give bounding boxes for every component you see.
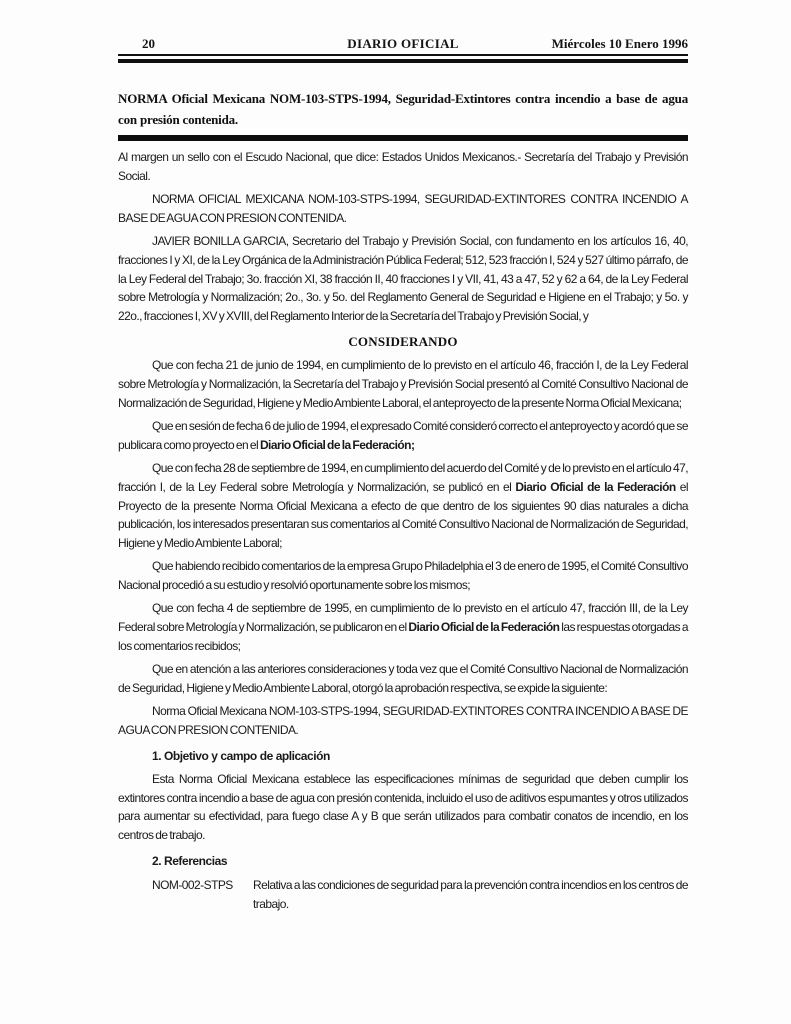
issue-date: Miércoles 10 Enero 1996 xyxy=(551,36,688,51)
journal-title: DIARIO OFICIAL xyxy=(347,36,459,51)
reference-code: NOM-002-STPS xyxy=(152,878,233,893)
paragraph-text: el Proyecto de la presente Norma Oficial Mexicana a efecto de que dentro de los siguientes 90 dias naturales a dicha publicación, los interesados presentaran sus comentarios al Comité Consultivo Nacional de Normalización de Seguridad, Higiene y Medio Ambiente Laboral; xyxy=(118,479,688,550)
bold-diario-oficial-text: Diario Oficial de la Federación; xyxy=(259,437,415,452)
reference-description: Relativa a las condiciones de seguridad para la prevención contra incendios en los centros de trabajo. xyxy=(253,878,688,911)
running-header xyxy=(118,36,688,51)
considerando-paragraph-1 xyxy=(118,356,688,412)
paragraph-text: Que en sesión de fecha 6 de julio de 1994, el expresado Comité consideró correcto el anteproyecto y acordó que se publicara como proyecto en el xyxy=(118,419,688,452)
paragraph-text: las respuestas otorgadas a los comentarios recibidos; xyxy=(118,620,688,653)
bold-diario-oficial-text: Diario Oficial de la Federación xyxy=(515,479,676,494)
headline-rule xyxy=(118,135,688,141)
page-number: 20 xyxy=(142,36,155,51)
paragraph-text: Que con fecha 21 de junio de 1994, en cumplimiento de lo previsto en el artículo 46, fracción I, de la Ley Federal sobre Metrología y Normalización, la Secretaría del Trabajo y Previsión Social presentó al Comité Consultivo Nacional de Normalización de Seguridad, Higiene y Medio Ambiente Laboral, el anteproyecto de la presente Norma Oficial Mexicana; xyxy=(118,358,688,410)
reference-row xyxy=(152,876,688,913)
paragraph-text: Que con fecha 28 de septiembre de 1994, en cumplimiento del acuerdo del Comité y de lo previsto en el artículo 47, fracción I, de la Ley Federal sobre Metrología y Normalización, se publicó en el xyxy=(118,461,688,494)
considerando-paragraph-4 xyxy=(118,557,688,594)
considerando-paragraph-3 xyxy=(118,459,688,552)
bold-diario-oficial-text: Diario Oficial de la Federación xyxy=(408,620,560,635)
considerando-paragraph-6 xyxy=(118,660,688,697)
considerando-paragraph-5 xyxy=(118,599,688,655)
document-headline: NORMA Oficial Mexicana NOM-103-STPS-1994, Seguridad-Extintores contra incendio a base de agua con presión contenida. xyxy=(118,91,688,127)
considerando-heading: CONSIDERANDO xyxy=(348,334,458,350)
preamble-paragraph: JAVIER BONILLA GARCIA, Secretario del Trabajo y Previsión Social, con fundamento en los artículos 16, 40, fracciones I y XI, de la Ley Orgánica de la Administración Pública Federal; 512, 523 fracción I, 524 y 527 último párrafo, de la Ley Federal del Trabajo; 3o. fracción XI, 38 fracción II, 40 fracciones I y VII, 41, 43 a 47, 52 y 62 a 64, de la Ley Federal sobre Metrología y Normalización; 2o., 3o. y 5o. del Reglamento General de Seguridad e Higiene en el Trabajo; y 5o. y 22o., fracciones I, XV y XVIII, del Reglamento Interior de la Secretaría del Trabajo y Previsión Social, y xyxy=(118,234,688,323)
paragraph-text: Que habiendo recibido comentarios de la empresa Grupo Philadelphia el 3 de enero de 1995, el Comité Consultivo Nacional procedió a su estudio y resolvió oportunamente sobre los mismos; xyxy=(118,559,688,592)
page-content xyxy=(118,0,688,913)
margin-note-paragraph: Al margen un sello con el Escudo Nacional, que dice: Estados Unidos Mexicanos.- Secretaría del Trabajo y Previsión Social. xyxy=(118,150,688,183)
section-1-heading: 1. Objetivo y campo de aplicación xyxy=(152,748,330,763)
issuance-paragraph: Norma Oficial Mexicana NOM-103-STPS-1994, SEGURIDAD-EXTINTORES CONTRA INCENDIO A BASE DE AGUA CON PRESION CONTENIDA. xyxy=(118,704,688,738)
paragraph-text: Que con fecha 4 de septiembre de 1995, en cumplimiento de lo previsto en el artículo 47, fracción III, de la Ley Federal sobre Metrología y Normalización, se publicaron en el xyxy=(118,601,688,635)
considerando-paragraph-2 xyxy=(118,417,688,454)
header-rule xyxy=(118,54,688,63)
section-1-body: Esta Norma Oficial Mexicana establece las especificaciones mínimas de seguridad que deben cumplir los extintores contra incendio a base de agua con presión contenida, incluido el uso de aditivos espumantes y otros utilizados para aumentar su efectividad, para fuego clase A y B que serán utilizados para combatir conatos de incendio, en los centros de trabajo. xyxy=(118,772,688,842)
section-2-heading: 2. Referencias xyxy=(152,853,228,868)
paragraph-text: Que en atención a las anteriores consideraciones y toda vez que el Comité Consultivo Nacional de Normalización de Seguridad, Higiene y Medio Ambiente Laboral, otorgó la aprobación respectiva, se expide la siguiente: xyxy=(118,662,688,695)
norm-title-paragraph: NORMA OFICIAL MEXICANA NOM-103-STPS-1994, SEGURIDAD-EXTINTORES CONTRA INCENDIO A BASE DE AGUA CON PRESION CONTENIDA. xyxy=(118,192,688,225)
